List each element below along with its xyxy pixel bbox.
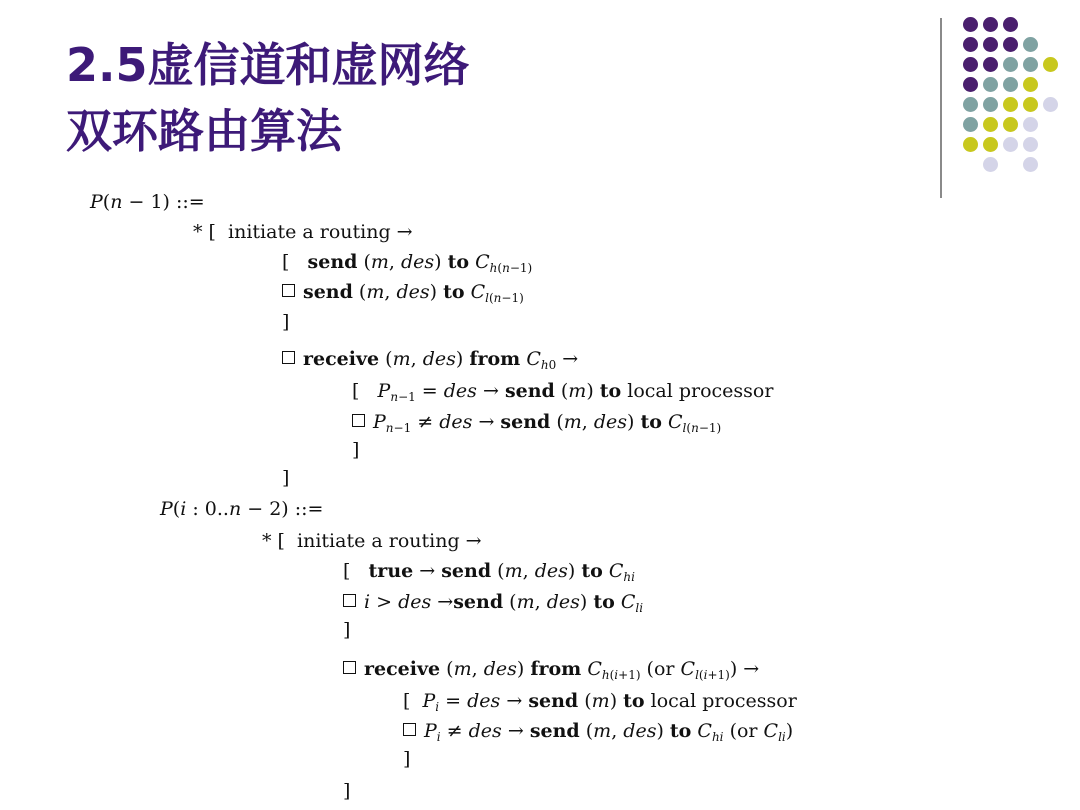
slide-title-line1: 2.5虚信道和虚网络: [66, 38, 470, 92]
decoration-dot: [1023, 57, 1038, 72]
code-line: ]: [343, 780, 351, 802]
code-line: $P_i$ ≠ des → send (m, des) to $C_{hi}$ (or $C_{li}$): [403, 722, 793, 743]
code-line: ]: [403, 748, 411, 770]
decoration-dot: [1023, 37, 1038, 52]
decoration-dot: [983, 157, 998, 172]
decoration-dot: [1043, 57, 1058, 72]
code-line: P(n − 1) ::=: [90, 191, 205, 213]
decoration-dot: [1023, 137, 1038, 152]
decoration-dot: [1043, 97, 1058, 112]
code-line: ]: [352, 439, 360, 461]
decoration-dot: [963, 17, 978, 32]
decoration-dot: [963, 37, 978, 52]
decoration-dot: [983, 117, 998, 132]
decoration-dot: [983, 37, 998, 52]
decoration-dot: [963, 117, 978, 132]
decoration-dot: [1003, 17, 1018, 32]
code-line: [ true → send (m, des) to $C_{hi}$: [343, 560, 635, 584]
decoration-dot: [1003, 77, 1018, 92]
code-line: $P_{n-1}$ ≠ des → send (m, des) to $C_{l(n-1)}$: [352, 413, 721, 434]
code-line: * [ initiate a routing →: [262, 530, 482, 552]
code-line: ]: [343, 619, 351, 641]
code-line: P(i : 0..n − 2) ::=: [160, 498, 324, 520]
decoration-dot: [1003, 97, 1018, 112]
decoration-dot: [963, 137, 978, 152]
code-line: i > des →send (m, des) to $C_{li}$: [343, 593, 643, 614]
decoration-dot: [983, 137, 998, 152]
slide-title-line2: 双环路由算法: [66, 104, 342, 158]
decoration-dot: [983, 57, 998, 72]
vertical-divider: [940, 18, 942, 198]
decoration-dot: [963, 97, 978, 112]
code-line: ]: [282, 467, 290, 489]
decoration-dot: [1023, 157, 1038, 172]
code-line: receive (m, des) from $C_{h0}$ →: [282, 350, 578, 371]
decoration-dot: [1003, 37, 1018, 52]
decoration-dot: [983, 17, 998, 32]
code-line: [ $P_{n-1}$ = des → send (m) to local processor: [352, 380, 774, 404]
code-line: ]: [282, 311, 290, 333]
code-line: receive (m, des) from $C_{h(i+1)}$ (or $C_{l(i+1)}$) →: [343, 660, 759, 681]
decoration-dot: [983, 97, 998, 112]
code-line: send (m, des) to $C_{l(n-1)}$: [282, 283, 524, 304]
code-line: * [ initiate a routing →: [193, 221, 413, 243]
code-line: [ send (m, des) to $C_{h(n-1)}$: [282, 251, 533, 275]
decoration-dot: [1023, 77, 1038, 92]
decoration-dot: [963, 57, 978, 72]
decoration-dot: [1003, 117, 1018, 132]
decoration-dot: [983, 77, 998, 92]
code-line: [ $P_i$ = des → send (m) to local processor: [403, 690, 797, 714]
decoration-dot: [1003, 57, 1018, 72]
decoration-dot: [963, 77, 978, 92]
decoration-dot: [1023, 97, 1038, 112]
decoration-dot: [1003, 137, 1018, 152]
decoration-dot: [1023, 117, 1038, 132]
